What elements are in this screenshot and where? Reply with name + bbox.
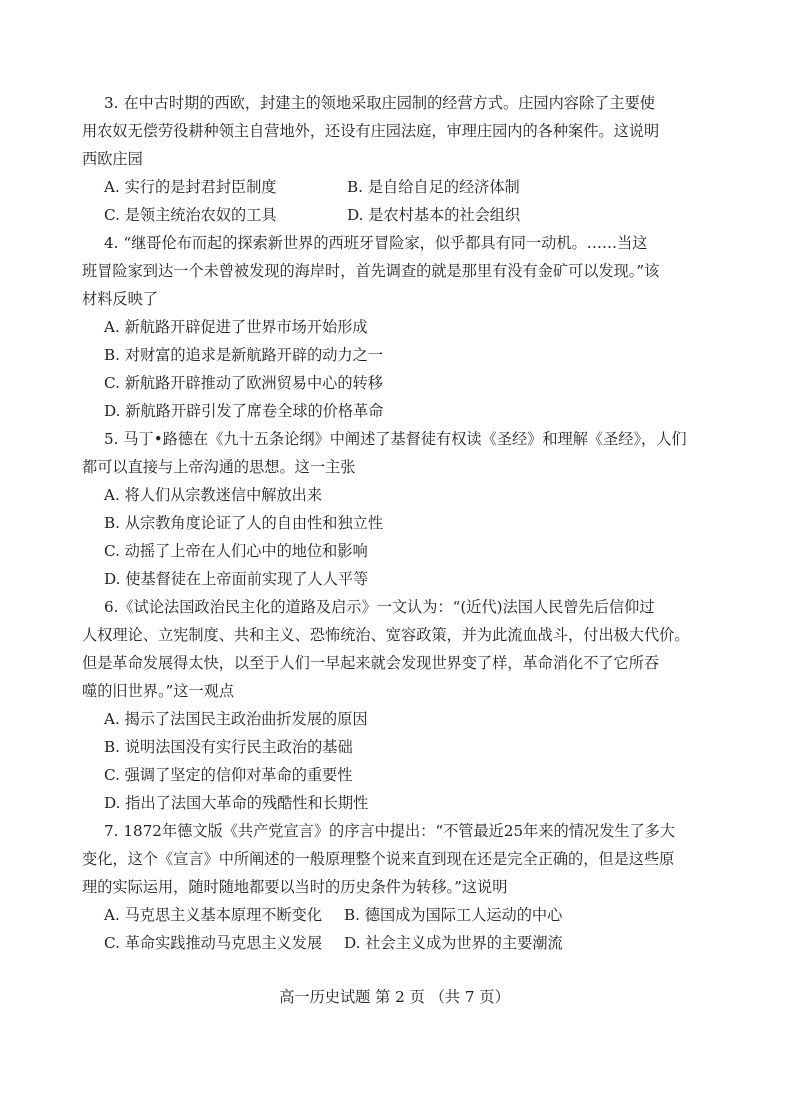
question-3-option-b: B. 是自给自足的经济体制	[347, 178, 520, 196]
question-3-options-row-2	[82, 201, 712, 229]
question-7-line-2: 变化，这个《宣言》中所阐述的一般原理整个说来直到现在还是完全正确的，但是这些原	[82, 850, 675, 868]
question-3-line-3: 西欧庄园	[82, 150, 143, 168]
question-4-line-3: 材料反映了	[82, 290, 158, 308]
page-content	[82, 89, 712, 957]
question-5-option-a: A. 将人们从宗教迷信中解放出来	[104, 486, 323, 504]
question-5-line-2: 都可以直接与上帝沟通的思想。这一主张	[82, 458, 356, 476]
question-3-option-a: A. 实行的是封君封臣制度	[104, 178, 277, 196]
question-6-option-b: B. 说明法国没有实行民主政治的基础	[104, 738, 353, 756]
question-5-option-c: C. 动摇了上帝在人们心中的地位和影响	[104, 542, 368, 560]
question-6-option-a: A. 揭示了法国民主政治曲折发展的原因	[104, 710, 368, 728]
question-7-line-3: 理的实际运用，随时随地都要以当时的历史条件为转移。”这说明	[82, 878, 508, 896]
question-3-options-row-1	[82, 173, 712, 201]
question-4-option-d: D. 新航路开辟引发了席卷全球的价格革命	[104, 402, 384, 420]
question-5-option-b: B. 从宗教角度论证了人的自由性和独立性	[104, 514, 384, 532]
question-6-option-d: D. 指出了法国大革命的残酷性和长期性	[104, 794, 369, 812]
question-4-option-c: C. 新航路开辟推动了欧洲贸易中心的转移	[104, 374, 383, 392]
question-4-line-1: 4. “继哥伦布而起的探索新世界的西班牙冒险家，似乎都具有同一动机。……当这	[104, 234, 648, 252]
page-footer: 高一历史试题 第 2 页 （共 7 页）	[279, 988, 510, 1006]
question-7-option-a: A. 马克思主义基本原理不断变化	[104, 906, 323, 924]
question-6-line-1: 6.《试论法国政治民主化的道路及启示》一文认为：“(近代)法国人民曾先后信仰过	[104, 598, 655, 616]
question-6-line-2: 人权理论、立宪制度、共和主义、恐怖统治、宽容政策，并为此流血战斗，付出极大代价。	[82, 626, 690, 644]
question-7-options-row-1	[82, 901, 712, 929]
question-3-line-2: 用农奴无偿劳役耕种领主自营地外，还设有庄园法庭，审理庄园内的各种案件。这说明	[82, 122, 660, 140]
question-6-line-4: 噬的旧世界。”这一观点	[82, 682, 235, 700]
question-7	[82, 817, 712, 957]
question-3	[82, 89, 712, 229]
question-6-option-c: C. 强调了坚定的信仰对革命的重要性	[104, 766, 353, 784]
question-7-option-d: D. 社会主义成为世界的主要潮流	[344, 934, 563, 952]
question-4-option-b: B. 对财富的追求是新航路开辟的动力之一	[104, 346, 384, 364]
question-6	[82, 593, 712, 817]
question-6-line-3: 但是革命发展得太快，以至于人们一早起来就会发现世界变了样，革命消化不了它所吞	[82, 654, 660, 672]
question-3-line-1: 3. 在中古时期的西欧，封建主的领地采取庄园制的经营方式。庄园内容除了主要使	[104, 94, 655, 112]
question-5-option-d: D. 使基督徒在上帝面前实现了人人平等	[104, 570, 369, 588]
question-7-option-b: B. 德国成为国际工人运动的中心	[344, 906, 563, 924]
question-4-line-2: 班冒险家到达一个未曾被发现的海岸时，首先调查的就是那里有没有金矿可以发现。”该	[82, 262, 660, 280]
question-7-line-1: 7. 1872年德文版《共产党宣言》的序言中提出：“不管最近25年来的情况发生了多大	[104, 822, 676, 840]
question-3-option-c: C. 是领主统治农奴的工具	[104, 206, 277, 224]
question-4-option-a: A. 新航路开辟促进了世界市场开始形成	[104, 318, 368, 336]
question-5	[82, 425, 712, 593]
question-4	[82, 229, 712, 425]
question-7-options-row-2	[82, 929, 712, 957]
question-5-line-1: 5. 马丁•路德在《九十五条论纲》中阐述了基督徒有权读《圣经》和理解《圣经》，人们	[104, 430, 687, 448]
question-7-option-c: C. 革命实践推动马克思主义发展	[104, 934, 323, 952]
question-3-option-d: D. 是农村基本的社会组织	[347, 206, 521, 224]
